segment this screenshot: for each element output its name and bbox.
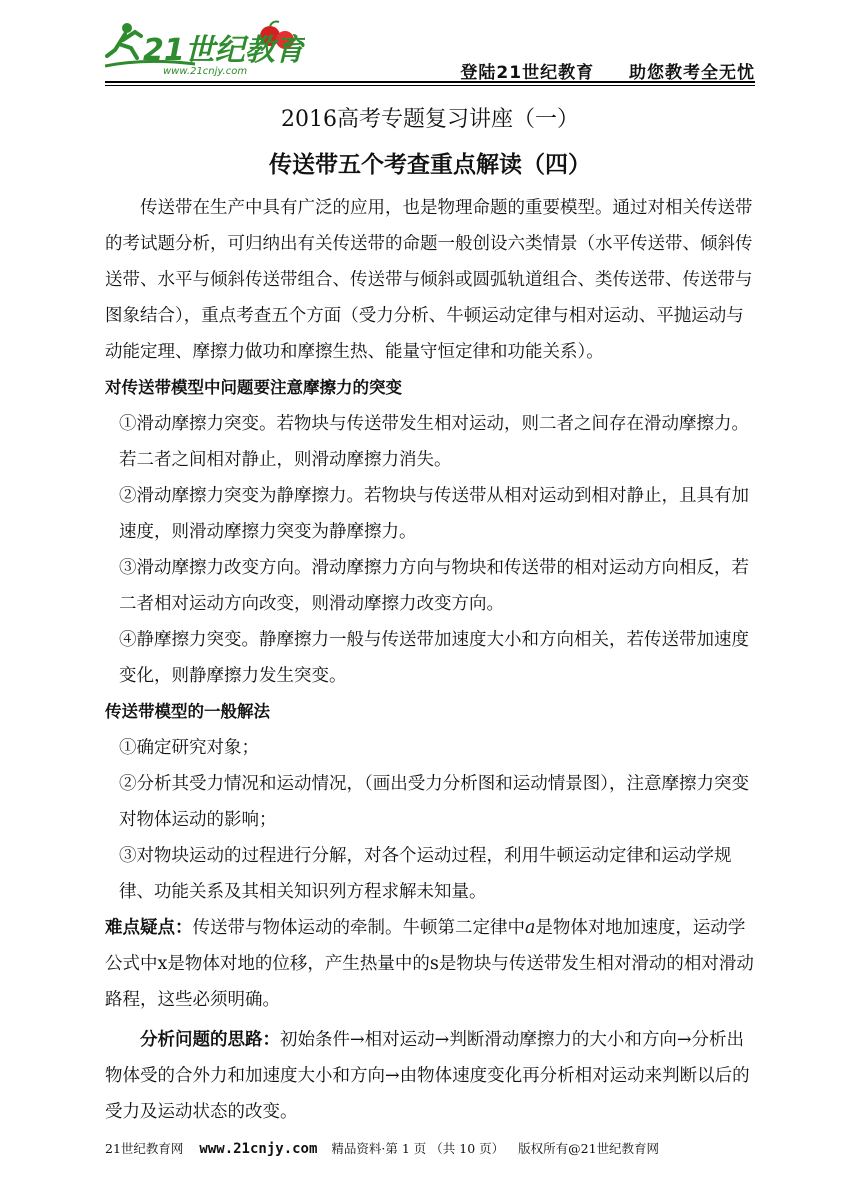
document-subtitle: 传送带五个考查重点解读（四） xyxy=(269,152,591,178)
acceleration-symbol: a xyxy=(525,918,536,938)
list-item: ①确定研究对象； xyxy=(119,738,259,758)
page-footer xyxy=(105,1139,755,1157)
footer-copyright: 版权所有@21世纪教育网 xyxy=(518,1141,660,1156)
footer-page-number: 精品资料·第 1 页 （共 10 页） xyxy=(331,1141,505,1156)
list-item: ②滑动摩擦力突变为静摩擦力。若物块与传送带从相对运动到相对静止，且具有加速度，则滑动摩擦力突变为静摩擦力。 xyxy=(119,486,749,542)
footer-url-link[interactable]: www.21cnjy.com xyxy=(199,1141,318,1157)
page-header xyxy=(105,18,755,83)
document-body xyxy=(105,190,755,1130)
slogan-right: 助您教考全无忧 xyxy=(629,63,755,83)
approach-label: 分析问题的思路： xyxy=(140,1030,280,1050)
list-item: ①滑动摩擦力突变。若物块与传送带发生相对运动，则二者之间存在滑动摩擦力。若二者之间相对静止，则滑动摩擦力消失。 xyxy=(119,414,749,470)
section-heading-method: 传送带模型的一般解法 xyxy=(105,702,270,721)
slogan-left: 登陆21世纪教育 xyxy=(460,63,595,83)
difficulty-text-b: 是物体对地加速度，运动学公式中x是物体对地的位移，产生热量中的s是物块与传送带发生相对滑动的相对滑动路程，这些必须明确。 xyxy=(105,918,754,1010)
difficulty-paragraph xyxy=(105,910,755,1018)
difficulty-label: 难点疑点： xyxy=(105,918,193,938)
list-item: ②分析其受力情况和运动情况，（画出受力分析图和运动情景图），注意摩擦力突变对物体运动的影响； xyxy=(119,774,749,830)
approach-text: 初始条件→相对运动→判断滑动摩擦力的大小和方向→分析出物体受的合外力和加速度大小和方向→由物体速度变化再分析相对运动来判断以后的受力及运动状态的改变。 xyxy=(105,1030,750,1122)
site-logo xyxy=(105,18,305,78)
header-slogan xyxy=(432,58,755,83)
list-item: ③对物块运动的过程进行分解，对各个运动过程，利用牛顿运动定律和运动学规律、功能关系及其相关知识列方程求解未知量。 xyxy=(119,846,732,902)
header-rule xyxy=(105,81,755,83)
document-title: 2016高考专题复习讲座（一） xyxy=(281,107,579,132)
list-item: ④静摩擦力突变。静摩擦力一般与传送带加速度大小和方向相关，若传送带加速度变化，则静摩擦力发生突变。 xyxy=(119,630,749,686)
difficulty-text-a: 传送带与物体运动的牵制。牛顿第二定律中 xyxy=(192,918,525,938)
header-rule-thin xyxy=(105,85,755,86)
footer-site: 21世纪教育网 xyxy=(105,1141,184,1156)
logo-text: 21世纪教育 xyxy=(143,33,305,68)
intro-paragraph: 传送带在生产中具有广泛的应用，也是物理命题的重要模型。通过对相关传送带的考试题分析，可归纳出有关传送带的命题一般创设六类情景（水平传送带、倾斜传送带、水平与倾斜传送带组合、传送带与倾斜或圆弧轨道组合、类传送带、传送带与图象结合），重点考查五个方面（受力分析、牛顿运动定律与相对运动、平抛运动与动能定理、摩擦力做功和摩擦生热、能量守恒定律和功能关系）。 xyxy=(105,198,753,362)
list-item: ③滑动摩擦力改变方向。滑动摩擦力方向与物块和传送带的相对运动方向相反，若二者相对运动方向改变，则滑动摩擦力改变方向。 xyxy=(119,558,749,614)
approach-paragraph xyxy=(105,1022,755,1130)
section-heading-friction: 对传送带模型中问题要注意摩擦力的突变 xyxy=(105,378,402,397)
logo-url: www.21cnjy.com xyxy=(163,66,248,77)
